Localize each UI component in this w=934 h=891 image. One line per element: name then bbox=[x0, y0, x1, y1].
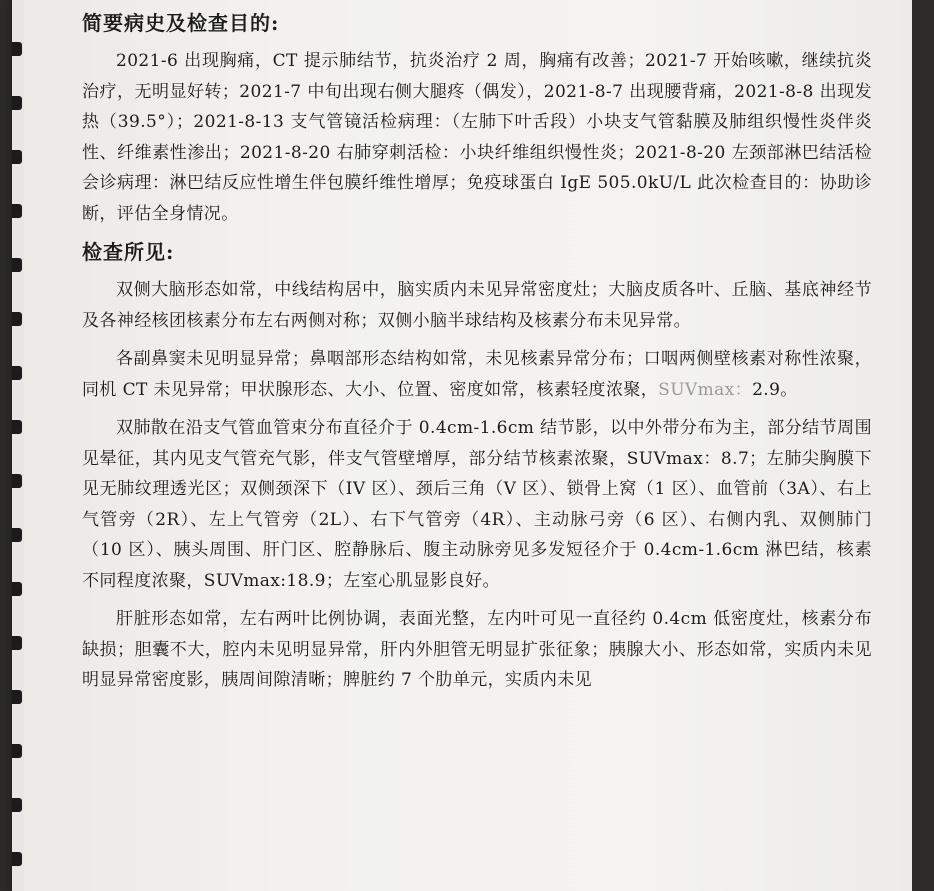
history-heading: 简要病史及检查目的: bbox=[82, 11, 280, 35]
findings-abdomen-paragraph: 肝脏形态如常，左右两叶比例协调，表面光整，左内叶可见一直径约 0.4cm 低密度灶，核素分布缺损；胆囊不大，腔内未见明显异常，肝内外胆管无明显扩张征象；胰腺大小、形态如常，实质内未见明显异常密度影，胰周间隙清晰；脾脏约 7 个肋单元，实质内未见 bbox=[82, 609, 872, 690]
binding-ring bbox=[12, 42, 22, 56]
binding-ring bbox=[12, 366, 22, 380]
findings-head-neck-text: 各副鼻窦未见明显异常；鼻咽部形态结构如常，未见核素异常分布；口咽两侧壁核素对称性浓聚，同机 CT 未见异常；甲状腺形态、大小、位置、密度如常，核素轻度浓聚， bbox=[82, 349, 872, 400]
binding-ring bbox=[12, 582, 22, 596]
binding-ring bbox=[12, 474, 22, 488]
spiral-binding bbox=[12, 0, 24, 891]
binding-ring bbox=[12, 258, 22, 272]
binding-ring bbox=[12, 312, 22, 326]
binding-ring bbox=[12, 528, 22, 542]
suvmax-value: 2.9。 bbox=[752, 379, 798, 400]
findings-lung-paragraph: 双肺散在沿支气管血管束分布直径介于 0.4cm-1.6cm 结节影，以中外带分布为主，部分结节周围见晕征，其内见支气管充气影，伴支气管壁增厚，部分结节核素浓聚，SUVmax：8.7；左肺尖胸膜下见无肺纹理透光区；双侧颈深下（IV 区）、颈后三角（V 区）、锁骨上窝（1 区）、血管前（3A）、右上气管旁（2R）、左上气管旁（2L）、右下气管旁（4R）、主动脉弓旁（6 区）、右侧内乳、双侧肺门（10 区）、胰头周围、肝门区、腔静脉后、腹主动脉旁见多发短径介于 0.4cm-1.6cm 淋巴结，核素不同程度浓聚，SUVmax:18.9；左室心肌显影良好。 bbox=[82, 418, 872, 591]
binding-ring bbox=[12, 636, 22, 650]
history-paragraph: 2021-6 出现胸痛，CT 提示肺结节，抗炎治疗 2 周，胸痛有改善；2021-7 开始咳嗽，继续抗炎治疗，无明显好转；2021-7 中旬出现右侧大腿疼（偶发），2021-8-7 出现腰背痛，2021-8-8 出现发热（39.5°）；2021-8-13 支气管镜活检病理：（左肺下叶舌段）小块支气管黏膜及肺组织慢性炎伴炎性、纤维素性渗出；2021-8-20 右肺穿刺活检：小块纤维组织慢性炎；2021-8-20 左颈部淋巴结活检会诊病理：淋巴结反应性增生伴包膜纤维性增厚；免疫球蛋白 IgE 505.0kU/L 此次检查目的：协助诊断，评估全身情况。 bbox=[82, 51, 872, 224]
findings-head-neck-paragraph bbox=[82, 344, 872, 405]
binding-ring bbox=[12, 96, 22, 110]
report-page bbox=[12, 0, 912, 891]
binding-ring bbox=[12, 852, 22, 866]
binding-ring bbox=[12, 690, 22, 704]
background-edge bbox=[912, 0, 934, 891]
binding-ring bbox=[12, 204, 22, 218]
binding-ring bbox=[12, 744, 22, 758]
binding-ring bbox=[12, 150, 22, 164]
suvmax-label: SUVmax： bbox=[658, 379, 753, 400]
report-content bbox=[82, 8, 872, 696]
findings-heading: 检查所见: bbox=[82, 240, 175, 264]
binding-ring bbox=[12, 798, 22, 812]
binding-ring bbox=[12, 420, 22, 434]
findings-brain-paragraph: 双侧大脑形态如常，中线结构居中，脑实质内未见异常密度灶；大脑皮质各叶、丘脑、基底神经节及各神经核团核素分布左右两侧对称；双侧小脑半球结构及核素分布未见异常。 bbox=[82, 280, 872, 331]
